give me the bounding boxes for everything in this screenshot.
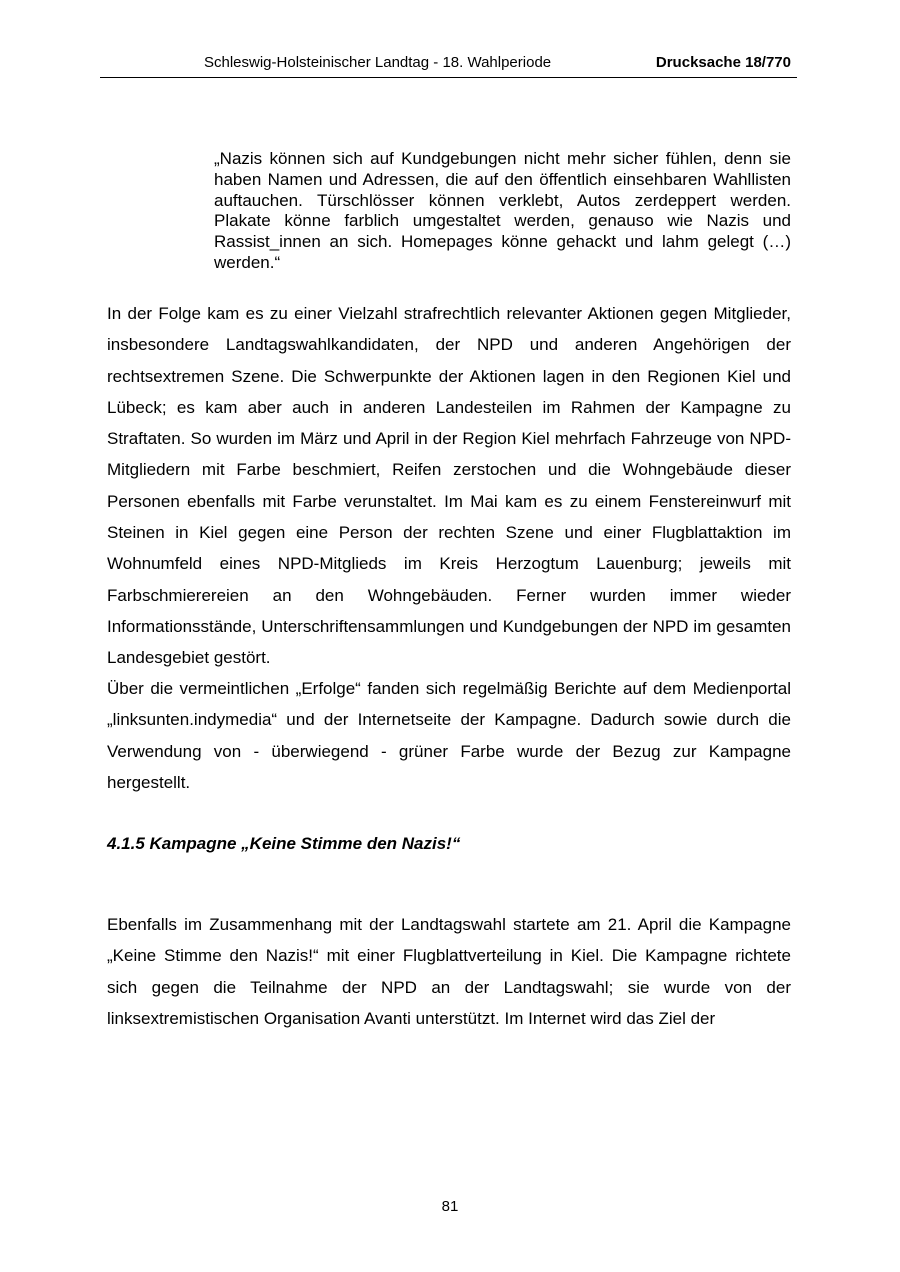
header-title: Schleswig-Holsteinischer Landtag - 18. Wahlperiode [204, 54, 552, 71]
document-reference: Drucksache 18/770 [655, 54, 791, 71]
body-paragraph: Über die vermeintlichen „Erfolge“ fanden sich regelmäßig Berichte auf dem Medienportal „linksunten.indymedia“ und der Internetseite der Kampagne. Dadurch sowie durch die Verwendung von - überwiegend - grüner Farbe wurde der Bezug zur Kampagne hergestellt. [107, 679, 791, 792]
block-quote: „Nazis können sich auf Kundgebungen nicht mehr sicher fühlen, denn sie haben Namen und Adressen, die auf den öffentlich einsehbaren Wahllisten auftauchen. Türschlösser können verklebt, Autos zerdeppert werden. Plakate könne farblich umgestaltet werden, genauso wie Nazis und Rassist_innen an sich. Homepages könne gehackt und lahm gelegt (…) werden.“ [214, 149, 791, 272]
body-paragraph: In der Folge kam es zu einer Vielzahl strafrechtlich relevanter Aktionen gegen Mitglieder, insbesondere Landtagswahlkandidaten, der NPD und anderen Angehörigen der rechtsextremen Szene. Die Schwerpunkte der Aktionen lagen in den Regionen Kiel und Lübeck; es kam aber auch in anderen Landesteilen im Rahmen der Kampagne zu Straftaten. So wurden im März und April in der Region Kiel mehrfach Fahrzeuge von NPD-Mitgliedern mit Farbe beschmiert, Reifen zerstochen und die Wohngebäude dieser Personen ebenfalls mit Farbe verunstaltet. Im Mai kam es zu einem Fenstereinwurf mit Steinen in Kiel gegen eine Person der rechten Szene und einer Flugblattaktion im Wohnumfeld eines NPD-Mitglieds im Kreis Herzogtum Lauenburg; jeweils mit Farbschmierereien an den Wohngebäuden. Ferner wurden immer wieder Informationsstände, Unterschriftensammlungen und Kundgebungen der NPD im gesamten Landesgebiet gestört. [107, 304, 791, 668]
section-heading: 4.1.5 Kampagne „Keine Stimme den Nazis!“ [107, 834, 461, 853]
page-header [100, 50, 797, 78]
body-paragraph: Ebenfalls im Zusammenhang mit der Landtagswahl startete am 21. April die Kampagne „Keine Stimme den Nazis!“ mit einer Flugblattverteilung in Kiel. Die Kampagne richtete sich gegen die Teilnahme der NPD an der Landtagswahl; sie wurde von der linksextremistischen Organisation Avanti unterstützt. Im Internet wird das Ziel der [107, 915, 791, 1028]
page-number: 81 [441, 1198, 459, 1215]
